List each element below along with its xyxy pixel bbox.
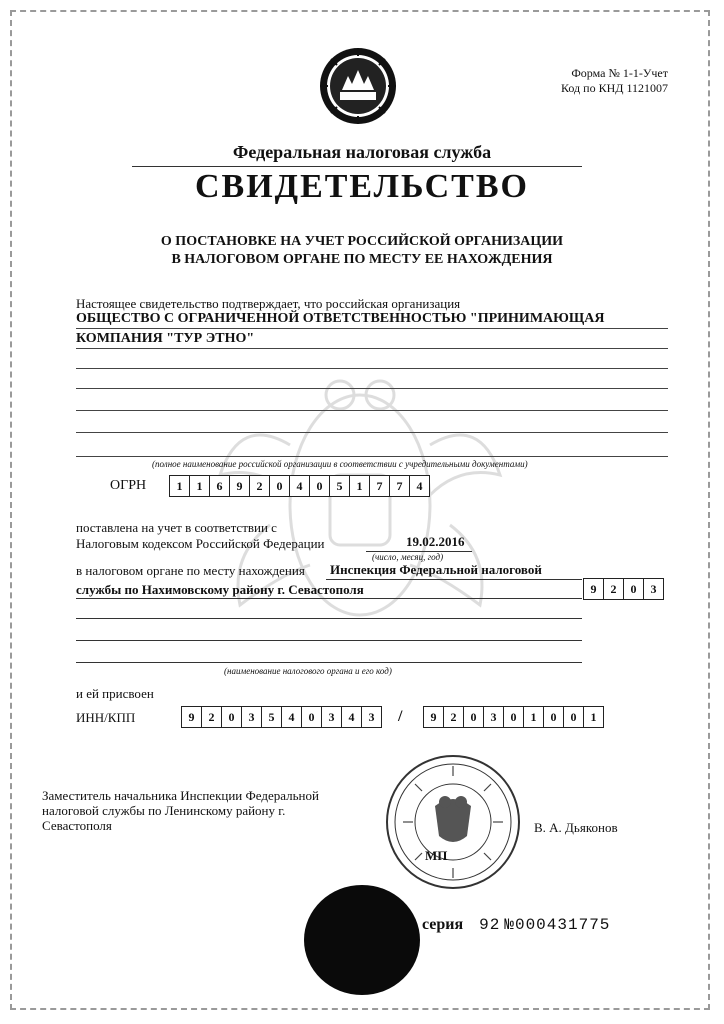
digit-box: 1 bbox=[189, 475, 210, 497]
digit-box: 0 bbox=[221, 706, 242, 728]
digit-box: 2 bbox=[603, 578, 624, 600]
digit-box: 7 bbox=[369, 475, 390, 497]
registration-line-2: Налоговым кодексом Российской Федерации bbox=[76, 536, 325, 551]
assigned-text: и ей присвоен bbox=[76, 686, 154, 701]
coat-of-arms-watermark-icon bbox=[200, 355, 520, 655]
divider bbox=[132, 166, 582, 167]
digit-box: 2 bbox=[201, 706, 222, 728]
form-code bbox=[561, 66, 668, 96]
signer-name: В. А. Дьяконов bbox=[534, 820, 618, 835]
digit-box: 0 bbox=[543, 706, 564, 728]
org-intro-text: Настоящее свидетельство подтверждает, что российская организация bbox=[76, 296, 461, 311]
document-serial bbox=[422, 916, 610, 934]
digit-box: 0 bbox=[503, 706, 524, 728]
digit-box: 0 bbox=[463, 706, 484, 728]
digit-box: 9 bbox=[181, 706, 202, 728]
subtitle-line-2: В НАЛОГОВОМ ОРГАНЕ ПО МЕСТУ ЕЕ НАХОЖДЕНИЯ bbox=[171, 252, 553, 267]
form-number: Форма № 1-1-Учет bbox=[571, 66, 668, 80]
inn-kpp-separator: / bbox=[398, 708, 403, 725]
ruled-line bbox=[76, 456, 668, 457]
digit-box: 3 bbox=[321, 706, 342, 728]
ruled-line bbox=[76, 598, 582, 599]
signer-title-line-2: налоговой службы по Ленинскому району г. bbox=[42, 803, 286, 818]
official-seal-icon bbox=[383, 752, 523, 892]
tax-office-code bbox=[584, 578, 664, 600]
ogrn-number bbox=[170, 475, 430, 497]
org-name-caption: (полное наименование российской организации в соответствии с учредительными документами) bbox=[152, 459, 528, 469]
digit-box: 9 bbox=[583, 578, 604, 600]
document-title: СВИДЕТЕЛЬСТВО bbox=[195, 168, 529, 205]
digit-box: 1 bbox=[169, 475, 190, 497]
ink-blot-redaction bbox=[302, 880, 422, 1000]
tax-office-prefix: в налоговом органе по месту нахождения bbox=[76, 563, 305, 578]
digit-box: 3 bbox=[241, 706, 262, 728]
serial-label: серия bbox=[422, 916, 464, 933]
registration-line-1: поставлена на учет в соответствии с bbox=[76, 520, 277, 535]
digit-box: 0 bbox=[301, 706, 322, 728]
digit-box: 1 bbox=[523, 706, 544, 728]
ruled-line bbox=[326, 579, 582, 580]
digit-box: 9 bbox=[229, 475, 250, 497]
serial-number: №000431775 bbox=[504, 916, 611, 934]
ruled-line bbox=[76, 640, 582, 641]
digit-box: 0 bbox=[269, 475, 290, 497]
ogrn-label: ОГРН bbox=[110, 478, 147, 493]
agency-name: Федеральная налоговая служба bbox=[232, 142, 492, 162]
ruled-line bbox=[76, 388, 668, 389]
org-name-line-2: КОМПАНИЯ "ТУР ЭТНО" bbox=[76, 331, 255, 346]
digit-box: 4 bbox=[281, 706, 302, 728]
ruled-line bbox=[76, 368, 668, 369]
digit-box: 5 bbox=[261, 706, 282, 728]
ruled-line bbox=[76, 348, 668, 349]
digit-box: 2 bbox=[443, 706, 464, 728]
ruled-line bbox=[76, 432, 668, 433]
serial-series: 92 bbox=[479, 916, 501, 934]
tax-office-name-line-2: службы по Нахимовскому району г. Севастополя bbox=[76, 582, 364, 597]
ruled-line bbox=[76, 618, 582, 619]
digit-box: 2 bbox=[249, 475, 270, 497]
digit-box: 1 bbox=[349, 475, 370, 497]
signer-title-line-1: Заместитель начальника Инспекции Федеральной bbox=[42, 788, 319, 803]
org-name-line-1: ОБЩЕСТВО С ОГРАНИЧЕННОЙ ОТВЕТСТВЕННОСТЬЮ "ПРИНИМАЮЩАЯ bbox=[76, 311, 605, 326]
signer-title-line-3: Севастополя bbox=[42, 818, 112, 833]
digit-box: 0 bbox=[623, 578, 644, 600]
digit-box: 4 bbox=[409, 475, 430, 497]
document-subtitle bbox=[0, 233, 724, 269]
inn-number bbox=[182, 706, 382, 728]
digit-box: 7 bbox=[389, 475, 410, 497]
date-caption: (число, месяц, год) bbox=[372, 552, 444, 562]
tax-office-name-line-1: Инспекция Федеральной налоговой bbox=[330, 562, 542, 577]
digit-box: 5 bbox=[329, 475, 350, 497]
ruled-line bbox=[76, 662, 582, 663]
subtitle-line-1: О ПОСТАНОВКЕ НА УЧЕТ РОССИЙСКОЙ ОРГАНИЗАЦИИ bbox=[160, 234, 564, 249]
seal-mp-label: МП bbox=[425, 848, 448, 863]
digit-box: 1 bbox=[583, 706, 604, 728]
kpp-number bbox=[424, 706, 604, 728]
digit-box: 3 bbox=[483, 706, 504, 728]
digit-box: 0 bbox=[309, 475, 330, 497]
registration-date: 19.02.2016 bbox=[406, 534, 465, 549]
digit-box: 3 bbox=[361, 706, 382, 728]
ruled-line bbox=[76, 328, 668, 329]
knd-code: Код по КНД 1121007 bbox=[561, 81, 668, 95]
digit-box: 0 bbox=[563, 706, 584, 728]
digit-box: 3 bbox=[643, 578, 664, 600]
fns-emblem-icon bbox=[318, 46, 398, 126]
digit-box: 4 bbox=[341, 706, 362, 728]
inn-kpp-label: ИНН/КПП bbox=[76, 710, 136, 725]
digit-box: 4 bbox=[289, 475, 310, 497]
digit-box: 6 bbox=[209, 475, 230, 497]
tax-office-caption: (наименование налогового органа и его код) bbox=[224, 666, 392, 676]
ruled-line bbox=[76, 410, 668, 411]
digit-box: 9 bbox=[423, 706, 444, 728]
